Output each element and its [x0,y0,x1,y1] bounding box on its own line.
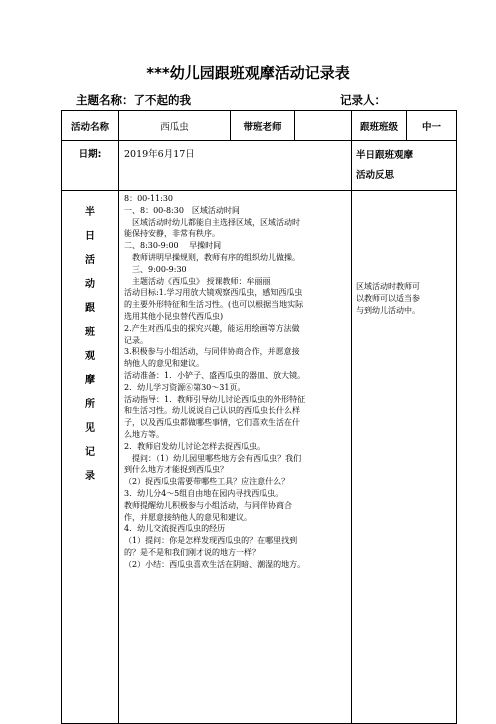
grade-value: 中一 [407,111,457,141]
content-line: 活动目标:1.学习用放大镜观察西瓜虫，感知西瓜虫 [124,288,303,298]
side-label [62,191,119,724]
record-table [61,110,457,724]
content-line: 记录。 [124,335,148,345]
content-line: 8：00-11:30 [124,194,174,203]
content-line: 主题活动《西瓜虫》 授课教师：牟丽丽 [124,276,271,286]
theme-label: 主题名称：了不起的我 [76,93,191,107]
page-title: ***幼儿园跟班观摩活动记录表 [146,64,350,82]
content-line: 教师讲明早操规则，教师有序的组织幼儿做操。 [124,252,300,262]
content-line: 提问：（1）幼儿园里哪些地方会有西瓜虫？我们 [124,453,302,463]
content-line: 子，以及西瓜虫都做哪些事情，它们喜欢生活在什 [124,418,300,428]
teacher-value [295,111,352,141]
content-line: 三、9:00-9:30 [124,264,187,274]
activity-name-value: 西瓜虫 [119,111,231,141]
content-line: 3．幼儿分4～5组自由地在园内寻找西瓜虫。 [124,488,284,498]
recorder-label: 记录人： [340,93,386,107]
content-line: （1）提问：你是怎样发现西瓜虫的？在哪里找到 [124,536,298,546]
reflection-label-line2: 活动反思 [356,170,395,181]
reflection-line: 以教师可以适当参 [356,293,420,303]
reflection-label [352,141,457,191]
header-row [62,111,457,141]
content-line: 一、8：00-8:30 区域活动时间 [124,205,240,215]
side-char: 班 [85,327,95,338]
content-line: 作，并愿意接纳他人的意见和建议。 [124,512,252,522]
date-label: 日期: [62,141,119,191]
activity-name-label: 活动名称 [62,111,119,141]
content-row [62,191,457,724]
content-line: 能保持安静，非常有秩序。 [124,229,220,239]
side-char: 活 [85,255,95,266]
content-line: 的主要外形特征和生活习性。(也可以根据当地实际 [124,300,304,310]
side-char: 跟 [85,303,95,314]
content-line: 二、8:30-9:00 早操时间 [124,241,222,251]
date-row [62,141,457,191]
content-line: 教师提醒幼儿积极参与小组活动，与同伴协商合 [124,500,292,510]
reflection-line: 区域活动时教师可 [356,282,420,291]
reflection-line: 与到幼儿活动中。 [356,305,420,315]
side-char: 记 [85,447,95,458]
teacher-label: 带班老师 [231,111,295,141]
date-value: 2019年6月17日 [119,141,352,191]
reflection-label-line1: 半日跟班观摩 [356,150,414,161]
content-line: 2．教师启发幼儿讨论怎样去捉西瓜虫。 [124,441,266,451]
content-line: （2）小结：西瓜虫喜欢生活在阴暗、潮湿的地方。 [124,559,306,569]
content-line: 活动指导：1．教师引导幼儿讨论西瓜虫的外形特征 [124,394,306,404]
content-line: 3.积极参与小组活动，与同伴协商合作，并愿意接 [124,347,300,357]
side-char: 录 [85,471,95,482]
side-char: 所 [85,399,95,410]
content-line: 纳他人的意见和建议。 [124,359,204,369]
grade-label: 跟班班级 [352,111,407,141]
activity-record-content [119,191,352,724]
content-line: 2．幼儿学习资源⑥第30～31页。 [124,382,246,392]
side-char: 摩 [85,375,95,386]
content-line: 和生活习性。幼儿说说自己认识的西瓜虫长什么样 [124,406,300,416]
content-line: （2）捉西瓜虫需要带哪些工具？应注意什么？ [124,477,290,487]
content-line: 选用其他小昆虫替代西瓜虫) [124,311,224,321]
content-line: 的？是不是和我们刚才说的地方一样？ [124,547,260,557]
side-char: 动 [85,279,95,290]
side-char: 日 [85,231,95,242]
side-char: 半 [85,207,95,218]
content-line: 到什么地方才能捉到西瓜虫？ [124,465,228,475]
side-char: 见 [85,423,95,434]
content-line: 区域活动时幼儿都能自主选择区域，区域活动时 [124,217,300,227]
content-line: 活动准备：1．小铲子、盛西瓜虫的器皿、放大镜。 [124,370,306,380]
reflection-content [352,191,457,724]
content-line: 么地方等。 [124,429,164,439]
content-line: 4．幼儿交流捉西瓜虫的经历 [124,524,226,534]
side-char: 观 [85,351,95,362]
content-line: 2.产生对西瓜虫的探究兴趣，能运用绘画等方法做 [124,323,300,333]
